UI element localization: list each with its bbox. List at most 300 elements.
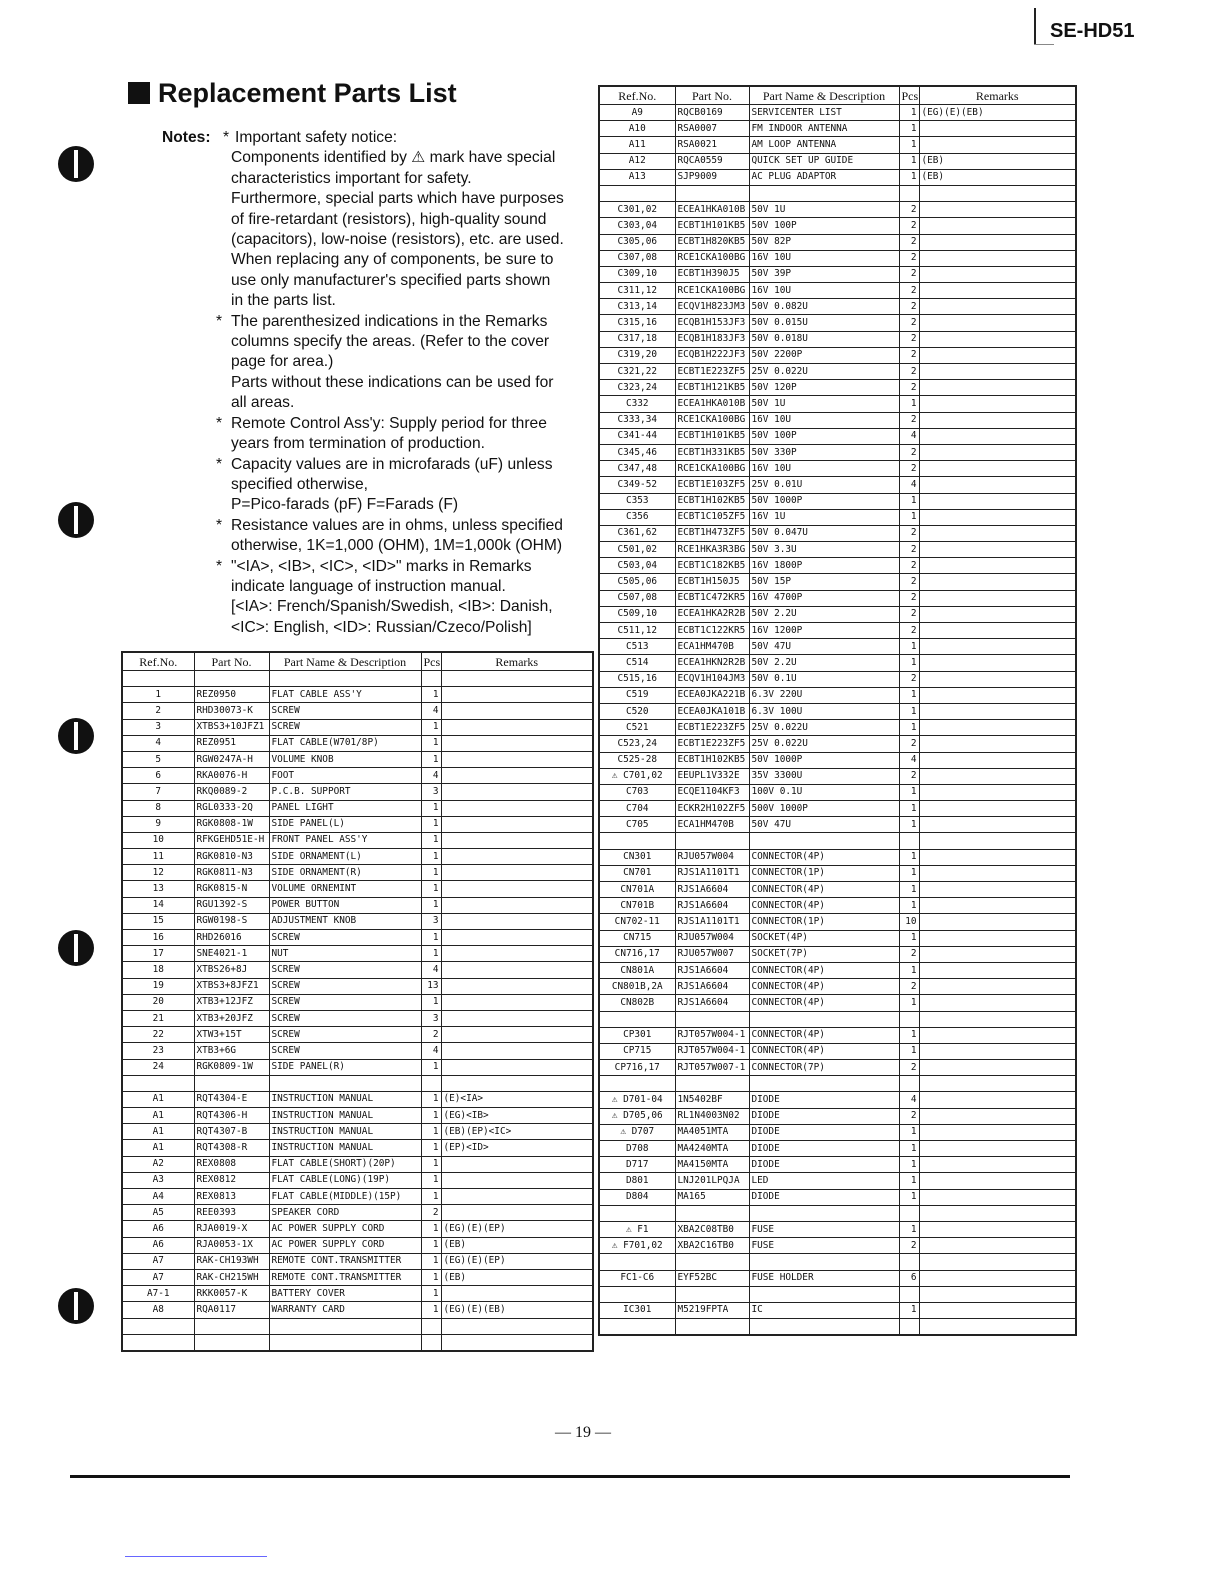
table-row [122,719,593,735]
cell-pcs: 13 [421,978,441,994]
cell-pcs: 2 [899,623,919,639]
cell-ref: A11 [599,137,675,153]
cell-ref: 22 [122,1027,194,1043]
cell-description: 50V 3.3U [749,542,899,558]
table-row [122,1221,593,1237]
cell-description: 6.3V 220U [749,687,899,703]
cell-remarks [919,250,1076,266]
cell-description: FLAT CABLE ASS'Y [269,687,421,703]
cell-description: 50V 82P [749,234,899,250]
cell-ref: C323,24 [599,380,675,396]
cell-part-no: ECEA1HKA010B [675,396,749,412]
notes [162,128,587,638]
cell-ref: A7 [122,1269,194,1285]
cell-description: 50V 120P [749,380,899,396]
cell-pcs: 4 [421,768,441,784]
cell-part-no: RKQ0089-2 [194,784,269,800]
cell-description: FUSE HOLDER [749,1270,899,1286]
table-row [599,137,1076,153]
cell-pcs: 4 [421,1043,441,1059]
cell-ref [599,833,675,849]
cell-description: FLAT CABLE(SHORT)(20P) [269,1156,421,1172]
cell-pcs: 3 [421,784,441,800]
cell-part-no [675,185,749,201]
cell-description: P.C.B. SUPPORT [269,784,421,800]
cell-pcs: 1 [421,1156,441,1172]
cell-pcs: 2 [899,266,919,282]
cell-ref: C520 [599,703,675,719]
table-row [599,525,1076,541]
cell-description: FLAT CABLE(W701/8P) [269,735,421,751]
model-number: SE-HD51 [1050,20,1135,42]
cell-part-no: RQT4307-B [194,1124,269,1140]
table-row [599,1270,1076,1286]
cell-ref: ⚠ F701,02 [599,1238,675,1254]
cell-ref [599,1286,675,1302]
binder-hole-icon [58,502,94,538]
table-row [599,1157,1076,1173]
cell-pcs: 1 [899,898,919,914]
cell-description: POWER BUTTON [269,897,421,913]
cell-description: 16V 10U [749,412,899,428]
cell-ref [599,1319,675,1336]
note-line: all areas. [231,394,295,412]
cell-part-no [194,1075,269,1091]
cell-description [749,1319,899,1336]
cell-remarks: (EG)<IB> [441,1108,593,1124]
cell-remarks [919,962,1076,978]
table-row [599,234,1076,250]
table-row [122,1059,593,1075]
table-row [599,833,1076,849]
cell-remarks [919,703,1076,719]
cell-part-no: ECBT1C105ZF5 [675,509,749,525]
cell-description: 25V 0.022U [749,720,899,736]
cell-part-no [194,671,269,687]
cell-remarks [441,978,593,994]
note-line: <IC>: English, <ID>: Russian/Czeco/Polish] [231,618,532,636]
cell-description: DIODE [749,1124,899,1140]
cell-ref: C301,02 [599,202,675,218]
cell-description: 16V 1200P [749,623,899,639]
cell-part-no: ECBT1H150J5 [675,574,749,590]
note-line: indicate language of instruction manual. [231,577,506,595]
table-row [122,1269,593,1285]
cell-remarks [441,703,593,719]
note-line: Capacity values are in microfarads (uF) unless [231,455,553,473]
cell-remarks [441,768,593,784]
note-line: use only manufacturer's specified parts shown [231,271,551,289]
cell-part-no: XTBS26+8J [194,962,269,978]
cell-part-no: MA4051MTA [675,1124,749,1140]
cell-part-no: ECQB1H153JF3 [675,315,749,331]
cell-pcs: 1 [421,1172,441,1188]
cell-remarks [441,865,593,881]
cell-pcs: 2 [899,1238,919,1254]
header-remarks: Remarks [919,86,1076,105]
cell-description: 50V 0.047U [749,525,899,541]
cell-description: 50V 100P [749,218,899,234]
table-row [122,1334,593,1351]
cell-remarks: (EG)(E)(EP) [441,1221,593,1237]
cell-ref: CN701 [599,865,675,881]
cell-part-no: RQCB0169 [675,105,749,121]
cell-pcs: 2 [899,412,919,428]
table-row [599,364,1076,380]
cell-remarks: (E)<IA> [441,1091,593,1107]
cell-part-no [675,1254,749,1270]
cell-remarks [919,525,1076,541]
table-row [599,315,1076,331]
cell-part-no: ECBT1C472KR5 [675,590,749,606]
cell-remarks [919,817,1076,833]
cell-part-no: RJA0019-X [194,1221,269,1237]
note-line: page for area.) [231,353,334,371]
cell-remarks [919,1141,1076,1157]
table-header-row [599,86,1076,105]
cell-description: SERVICENTER LIST [749,105,899,121]
cell-pcs [899,185,919,201]
cell-pcs: 2 [899,347,919,363]
table-row [599,493,1076,509]
header-rule [1034,8,1036,44]
cell-description: 25V 0.022U [749,364,899,380]
cell-remarks [441,946,593,962]
cell-remarks [441,881,593,897]
cell-pcs: 1 [899,639,919,655]
note-line: characteristics important for safety. [231,169,472,187]
table-row [122,897,593,913]
cell-part-no: RJU057W007 [675,946,749,962]
cell-pcs [421,671,441,687]
notes-label: Notes: [162,129,211,146]
cell-part-no [194,1334,269,1351]
cell-description: LED [749,1173,899,1189]
cell-description: REMOTE CONT.TRANSMITTER [269,1253,421,1269]
cell-description: INSTRUCTION MANUAL [269,1140,421,1156]
table-row [599,1092,1076,1108]
table-row [599,169,1076,185]
cell-ref [122,1075,194,1091]
table-row [599,1173,1076,1189]
table-row [599,218,1076,234]
section-title [128,78,457,109]
table-row [599,590,1076,606]
cell-pcs: 1 [421,1286,441,1302]
table-row [599,444,1076,460]
cell-ref: CN801B,2A [599,979,675,995]
cell-description: SCREW [269,962,421,978]
table-row [599,1221,1076,1237]
cell-description: VOLUME ORNEMINT [269,881,421,897]
note-line: Furthermore, special parts which have purposes [231,190,564,208]
cell-ref: A4 [122,1189,194,1205]
cell-remarks: (EG)(E)(EB) [441,1302,593,1318]
cell-pcs: 2 [899,606,919,622]
cell-remarks [919,801,1076,817]
cell-description: 500V 1000P [749,801,899,817]
cell-pcs: 1 [899,137,919,153]
cell-pcs: 1 [899,1221,919,1237]
cell-remarks [919,1060,1076,1076]
cell-pcs [899,1254,919,1270]
cell-ref: A1 [122,1140,194,1156]
cell-part-no: RGK0808-1W [194,816,269,832]
table-row [122,1318,593,1334]
cell-pcs: 1 [421,1269,441,1285]
cell-ref: ⚠ D705,06 [599,1108,675,1124]
cell-description: SIDE ORNAMENT(L) [269,849,421,865]
header-part: Part No. [194,652,269,671]
cell-remarks: (EB) [919,169,1076,185]
table-row [122,1140,593,1156]
cell-part-no: XBA2C16TB0 [675,1238,749,1254]
cell-part-no: REZ0950 [194,687,269,703]
cell-description: 50V 2200P [749,347,899,363]
cell-part-no: RSA0007 [675,121,749,137]
table-row [122,1286,593,1302]
table-row [122,1253,593,1269]
cell-ref: C703 [599,784,675,800]
cell-part-no: RHD30073-K [194,703,269,719]
cell-description: AC POWER SUPPLY CORD [269,1237,421,1253]
cell-remarks [441,1334,593,1351]
cell-part-no [675,1286,749,1302]
cell-description: CONNECTOR(4P) [749,898,899,914]
cell-remarks [919,1302,1076,1318]
note-line: in the parts list. [231,292,336,310]
cell-part-no: XTB3+12JFZ [194,994,269,1010]
cell-part-no: RQT4304-E [194,1091,269,1107]
table-row [122,962,593,978]
cell-description: 16V 10U [749,250,899,266]
table-row [599,849,1076,865]
cell-remarks [441,930,593,946]
cell-part-no: RGU1392-S [194,897,269,913]
table-row [599,1238,1076,1254]
cell-part-no: ECBT1H102KB5 [675,493,749,509]
table-row [599,817,1076,833]
cell-remarks [919,946,1076,962]
cell-part-no: RJT057W004-1 [675,1043,749,1059]
cell-ref [122,1334,194,1351]
cell-pcs: 1 [899,817,919,833]
header-part: Part No. [675,86,749,105]
cell-remarks [919,542,1076,558]
cell-ref: C321,22 [599,364,675,380]
cell-ref: CN715 [599,930,675,946]
header-ref: Ref.No. [122,652,194,671]
table-row [599,606,1076,622]
cell-description: REMOTE CONT.TRANSMITTER [269,1269,421,1285]
cell-part-no: RJS1A6604 [675,979,749,995]
binder-hole-icon [58,718,94,754]
cell-description: FLAT CABLE(MIDDLE)(15P) [269,1189,421,1205]
table-row [599,509,1076,525]
cell-remarks [919,558,1076,574]
cell-remarks [919,444,1076,460]
table-row [599,283,1076,299]
cell-part-no: REE0393 [194,1205,269,1221]
cell-description: AC PLUG ADAPTOR [749,169,899,185]
cell-part-no: 1N5402BF [675,1092,749,1108]
cell-remarks [441,962,593,978]
cell-remarks [919,1092,1076,1108]
table-row [599,962,1076,978]
cell-part-no: ECBT1H102KB5 [675,752,749,768]
bottom-rule [70,1475,1070,1478]
cell-pcs: 1 [421,1253,441,1269]
cell-part-no: RQT4308-R [194,1140,269,1156]
cell-pcs: 1 [421,881,441,897]
cell-part-no: RJS1A1101T1 [675,914,749,930]
cell-part-no: ECEA0JKA101B [675,703,749,719]
cell-description: 50V 1U [749,396,899,412]
table-row [122,978,593,994]
cell-remarks [919,768,1076,784]
cell-ref: CP301 [599,1027,675,1043]
cell-ref: 23 [122,1043,194,1059]
cell-ref: C704 [599,801,675,817]
cell-description [269,671,421,687]
cell-ref: 21 [122,1010,194,1026]
table-row [122,1010,593,1026]
cell-description: SCREW [269,703,421,719]
cell-description: CONNECTOR(1P) [749,914,899,930]
cell-part-no: REX0813 [194,1189,269,1205]
cell-remarks [919,299,1076,315]
cell-part-no: SNE4021-1 [194,946,269,962]
cell-part-no: RSA0021 [675,137,749,153]
cell-description [749,185,899,201]
table-row [599,1302,1076,1318]
cell-description: SOCKET(7P) [749,946,899,962]
cell-ref [599,1076,675,1092]
cell-part-no: RGK0815-N [194,881,269,897]
cell-pcs: 6 [899,1270,919,1286]
cell-pcs: 2 [899,364,919,380]
cell-ref: 15 [122,913,194,929]
cell-remarks: (EP)<ID> [441,1140,593,1156]
cell-description: SPEAKER CORD [269,1205,421,1221]
cell-part-no: RJS1A1101T1 [675,865,749,881]
table-row [599,1108,1076,1124]
table-row [599,396,1076,412]
cell-ref: C501,02 [599,542,675,558]
cell-part-no [675,1076,749,1092]
cell-remarks [919,590,1076,606]
cell-pcs [899,1286,919,1302]
cell-pcs [899,1076,919,1092]
header-remarks: Remarks [441,652,593,671]
note-line: Remote Control Ass'y: Supply period for three [231,414,547,432]
cell-pcs: 1 [899,1141,919,1157]
cell-ref [122,671,194,687]
cell-part-no: ECQV1H104JM3 [675,671,749,687]
cell-pcs: 2 [899,250,919,266]
table-row [599,380,1076,396]
cell-pcs: 1 [899,720,919,736]
cell-ref: C505,06 [599,574,675,590]
cell-remarks [919,1076,1076,1092]
cell-ref: 13 [122,881,194,897]
table-row [599,1141,1076,1157]
notes-body [162,128,587,638]
cell-part-no: RJS1A6604 [675,882,749,898]
cell-pcs: 4 [421,703,441,719]
table-row [599,250,1076,266]
cell-pcs: 1 [421,1124,441,1140]
cell-ref: A3 [122,1172,194,1188]
note-line: of fire-retardant (resistors), high-quality sound [231,210,547,228]
cell-ref: 1 [122,687,194,703]
cell-part-no: ECBT1C122KR5 [675,623,749,639]
table-row [122,1189,593,1205]
cell-remarks [919,1319,1076,1336]
cell-description: PANEL LIGHT [269,800,421,816]
cell-part-no: RKA0076-H [194,768,269,784]
cell-part-no: ECEA1HKN2R2B [675,655,749,671]
cell-ref: CN801A [599,962,675,978]
cell-ref: C353 [599,493,675,509]
cell-ref: 19 [122,978,194,994]
cell-ref: C705 [599,817,675,833]
cell-remarks [919,1043,1076,1059]
cell-pcs: 2 [899,525,919,541]
cell-description: FRONT PANEL ASS'Y [269,832,421,848]
cell-ref: A1 [122,1108,194,1124]
table-row [599,784,1076,800]
cell-description: 16V 1U [749,509,899,525]
cell-remarks [919,1124,1076,1140]
cell-pcs: 1 [899,493,919,509]
cell-ref: 20 [122,994,194,1010]
cell-part-no: REX0808 [194,1156,269,1172]
table-row [599,1011,1076,1027]
cell-remarks [919,623,1076,639]
cell-pcs: 2 [899,946,919,962]
cell-pcs: 4 [421,962,441,978]
cell-part-no: ECBT1E103ZF5 [675,477,749,493]
cell-pcs: 1 [899,169,919,185]
note-item [216,455,587,516]
cell-ref: A7-1 [122,1286,194,1302]
cell-ref: A8 [122,1302,194,1318]
note-line: Components identified by ⚠ mark have special [231,149,556,167]
cell-remarks [919,882,1076,898]
cell-remarks [919,687,1076,703]
cell-remarks [919,461,1076,477]
note-item [216,312,587,414]
cell-remarks [919,364,1076,380]
cell-pcs: 2 [899,380,919,396]
cell-pcs: 1 [899,849,919,865]
cell-pcs: 1 [421,751,441,767]
cell-remarks [441,735,593,751]
cell-pcs: 4 [899,752,919,768]
table-row [599,703,1076,719]
cell-part-no: RJU057W004 [675,930,749,946]
cell-ref: A10 [599,121,675,137]
cell-ref: C511,12 [599,623,675,639]
cell-part-no: RQCA0559 [675,153,749,169]
cell-remarks [919,1205,1076,1221]
table-row [122,1108,593,1124]
cell-description [749,833,899,849]
cell-pcs: 2 [899,590,919,606]
cell-pcs: 1 [421,1059,441,1075]
table-row [122,881,593,897]
